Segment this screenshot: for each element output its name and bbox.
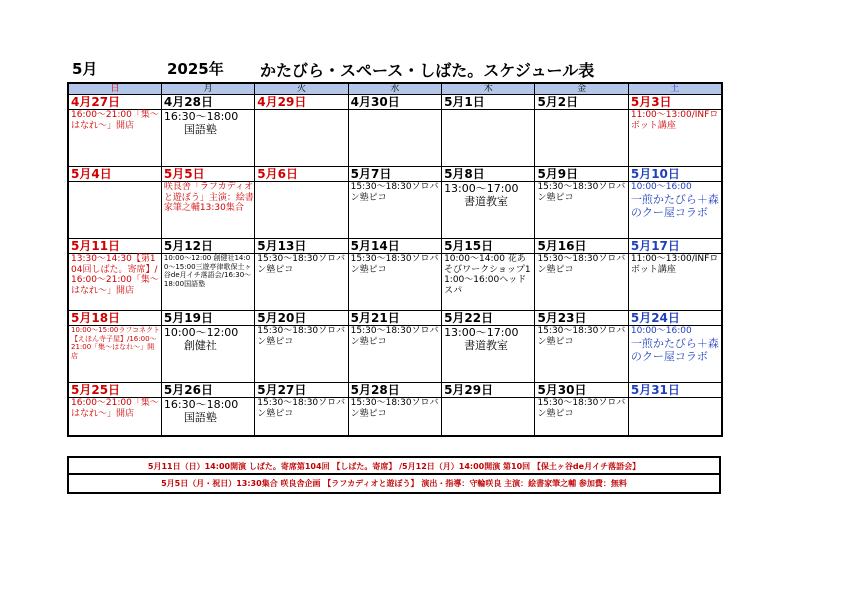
day-cell bbox=[535, 383, 628, 437]
day-date: 5月25日 bbox=[69, 383, 161, 398]
day-cell bbox=[348, 167, 441, 239]
week-row bbox=[68, 239, 722, 311]
day-event: 10:00～15:00ラフコネクト【えほん寺子屋】/16:00～21:00「集～はなれ～」開店 bbox=[71, 326, 160, 360]
day-date: 5月14日 bbox=[349, 239, 441, 254]
day-cell bbox=[161, 239, 254, 311]
day-cell bbox=[628, 167, 721, 239]
day-cell bbox=[628, 383, 721, 437]
day-event: 15:30～18:30ソロバン塾ピコ bbox=[537, 398, 626, 419]
day-date: 4月28日 bbox=[162, 95, 254, 110]
day-cell bbox=[68, 383, 161, 437]
day-event: 15:30～18:30ソロバン塾ピコ bbox=[350, 326, 439, 347]
weekday-fri: 金 bbox=[535, 83, 628, 95]
week-row bbox=[68, 95, 722, 167]
day-cell bbox=[161, 311, 254, 383]
day-date: 5月17日 bbox=[629, 239, 721, 254]
day-cell bbox=[68, 95, 161, 167]
day-event: 書道教室 bbox=[464, 195, 509, 208]
day-event: 一煎かたびら＋森のクー屋コラボ bbox=[630, 336, 719, 363]
day-event: 13:30～14:30【第104回しばた。寄席】/16:00～21:00「集～はなれ～」開店 bbox=[71, 254, 159, 296]
day-event: 15:30～18:30ソロバン塾ピコ bbox=[537, 182, 626, 203]
day-date: 5月23日 bbox=[535, 311, 627, 326]
day-event: 10:00～16:00 bbox=[630, 182, 692, 192]
day-cell bbox=[68, 167, 161, 239]
weekday-wed: 水 bbox=[348, 83, 441, 95]
week-row bbox=[68, 311, 722, 383]
day-date: 5月27日 bbox=[255, 383, 347, 398]
day-event: 国語塾 bbox=[183, 123, 217, 136]
day-cell bbox=[161, 95, 254, 167]
day-cell bbox=[628, 239, 721, 311]
day-event: 咲良舎「ラフカディオと遊ぼう」主演：絵書家筆之輔13:30集合 bbox=[163, 182, 254, 213]
day-date: 5月2日 bbox=[535, 95, 627, 110]
day-date: 5月29日 bbox=[442, 383, 534, 398]
day-cell bbox=[161, 383, 254, 437]
weekday-mon: 月 bbox=[161, 83, 254, 95]
day-event: 15:30～18:30ソロバン塾ピコ bbox=[257, 398, 346, 419]
day-cell bbox=[628, 311, 721, 383]
day-event: 16:30～18:00 bbox=[163, 398, 239, 411]
note-lafcadio: 5月5日（月・祝日）13:30集合 咲良舎企画 【ラフカディオと遊ぼう】 演出・指導：守輪咲良 主演：絵書家筆之輔 参加費：無料 bbox=[67, 475, 721, 494]
day-cell bbox=[255, 311, 348, 383]
day-date: 4月30日 bbox=[349, 95, 441, 110]
day-cell bbox=[348, 239, 441, 311]
day-event: 13:00～17:00 bbox=[444, 182, 519, 195]
day-event: 15:30～18:30ソロバン塾ピコ bbox=[350, 182, 439, 203]
day-event: 国語塾 bbox=[183, 411, 217, 424]
day-date: 5月12日 bbox=[162, 239, 254, 254]
day-cell bbox=[68, 311, 161, 383]
day-cell bbox=[255, 383, 348, 437]
day-date: 5月19日 bbox=[162, 311, 254, 326]
day-event: 16:30～18:00 bbox=[163, 110, 239, 123]
day-event: 11:00～13:00/INFロボット講座 bbox=[630, 254, 719, 275]
day-cell bbox=[442, 239, 535, 311]
day-date: 5月13日 bbox=[255, 239, 347, 254]
weekday-sat: 土 bbox=[628, 83, 721, 95]
day-date: 4月29日 bbox=[255, 95, 347, 110]
day-event: 創健社 bbox=[183, 339, 217, 352]
day-cell bbox=[442, 167, 535, 239]
day-event: 15:30～18:30ソロバン塾ピコ bbox=[537, 254, 626, 275]
day-date: 5月4日 bbox=[69, 167, 161, 182]
day-cell bbox=[255, 95, 348, 167]
schedule-header bbox=[72, 58, 772, 80]
day-cell bbox=[348, 383, 441, 437]
day-cell bbox=[442, 95, 535, 167]
note-rakugo: 5月11日（日）14:00開演 しばた。寄席第104回 【しばた。寄席】 /5月12日（月）14:00開演 第10回 【保土ヶ谷de月イチ落語会】 bbox=[67, 456, 721, 475]
year-label: 2025年 bbox=[167, 60, 224, 78]
day-event: 10:00～14:00 花あそびワークショップ11:00～16:00ヘッドスパ bbox=[444, 254, 531, 296]
day-cell bbox=[255, 167, 348, 239]
day-date: 5月1日 bbox=[442, 95, 534, 110]
day-cell bbox=[348, 95, 441, 167]
month-label: 5月 bbox=[72, 60, 98, 78]
day-event: 10:00～16:00 bbox=[630, 326, 692, 336]
day-event: 15:30～18:30ソロバン塾ピコ bbox=[257, 326, 346, 347]
day-event: 書道教室 bbox=[464, 339, 509, 352]
day-date: 5月20日 bbox=[255, 311, 347, 326]
day-date: 5月21日 bbox=[349, 311, 441, 326]
day-date: 5月8日 bbox=[442, 167, 534, 182]
weekday-sun: 日 bbox=[68, 83, 161, 95]
day-event: 11:00～13:00/INFロボット講座 bbox=[630, 110, 719, 131]
day-cell bbox=[442, 383, 535, 437]
day-cell bbox=[628, 95, 721, 167]
day-event: 16:00～21:00「集～はなれ～」開店 bbox=[71, 110, 159, 131]
day-event: 10:00～12:00 bbox=[163, 326, 239, 339]
day-date: 5月22日 bbox=[442, 311, 534, 326]
day-event: 15:30～18:30ソロバン塾ピコ bbox=[350, 398, 439, 419]
day-event: 13:00～17:00 bbox=[444, 326, 519, 339]
week-row bbox=[68, 383, 722, 437]
weekday-header-row bbox=[68, 83, 722, 95]
week-row bbox=[68, 167, 722, 239]
schedule-title: かたびら・スペース・しばた。スケジュール表 bbox=[260, 61, 595, 80]
day-date: 5月5日 bbox=[162, 167, 254, 182]
day-cell bbox=[535, 239, 628, 311]
weekday-tue: 火 bbox=[255, 83, 348, 95]
day-cell bbox=[535, 95, 628, 167]
day-event: 一煎かたびら＋森のクー屋コラボ bbox=[630, 192, 719, 219]
day-date: 5月26日 bbox=[162, 383, 254, 398]
day-date: 5月9日 bbox=[535, 167, 627, 182]
day-cell bbox=[348, 311, 441, 383]
day-event: 15:30～18:30ソロバン塾ピコ bbox=[350, 254, 439, 275]
day-date: 5月24日 bbox=[629, 311, 721, 326]
day-cell bbox=[535, 167, 628, 239]
day-event: 16:00～21:00「集～はなれ～」開店 bbox=[71, 398, 159, 419]
day-date: 5月15日 bbox=[442, 239, 534, 254]
weekday-thu: 木 bbox=[442, 83, 535, 95]
day-event: 15:30～18:30ソロバン塾ピコ bbox=[537, 326, 626, 347]
day-date: 5月30日 bbox=[535, 383, 627, 398]
day-date: 5月18日 bbox=[69, 311, 161, 326]
day-date: 5月31日 bbox=[629, 383, 721, 398]
day-event: 15:30～18:30ソロバン塾ピコ bbox=[257, 254, 346, 275]
day-date: 5月7日 bbox=[349, 167, 441, 182]
day-cell bbox=[255, 239, 348, 311]
day-event: 10:00～12:00 創健社14:00～15:00三遊亭律歌保土ヶ谷de月イチ落語会/16:30～18:00国語塾 bbox=[163, 254, 252, 288]
day-cell bbox=[442, 311, 535, 383]
day-date: 4月27日 bbox=[69, 95, 161, 110]
day-date: 5月3日 bbox=[629, 95, 721, 110]
day-date: 5月6日 bbox=[255, 167, 347, 182]
day-date: 5月16日 bbox=[535, 239, 627, 254]
day-date: 5月11日 bbox=[69, 239, 161, 254]
day-date: 5月28日 bbox=[349, 383, 441, 398]
day-date: 5月10日 bbox=[629, 167, 721, 182]
calendar-table bbox=[67, 82, 723, 437]
day-cell bbox=[68, 239, 161, 311]
day-cell bbox=[161, 167, 254, 239]
day-cell bbox=[535, 311, 628, 383]
